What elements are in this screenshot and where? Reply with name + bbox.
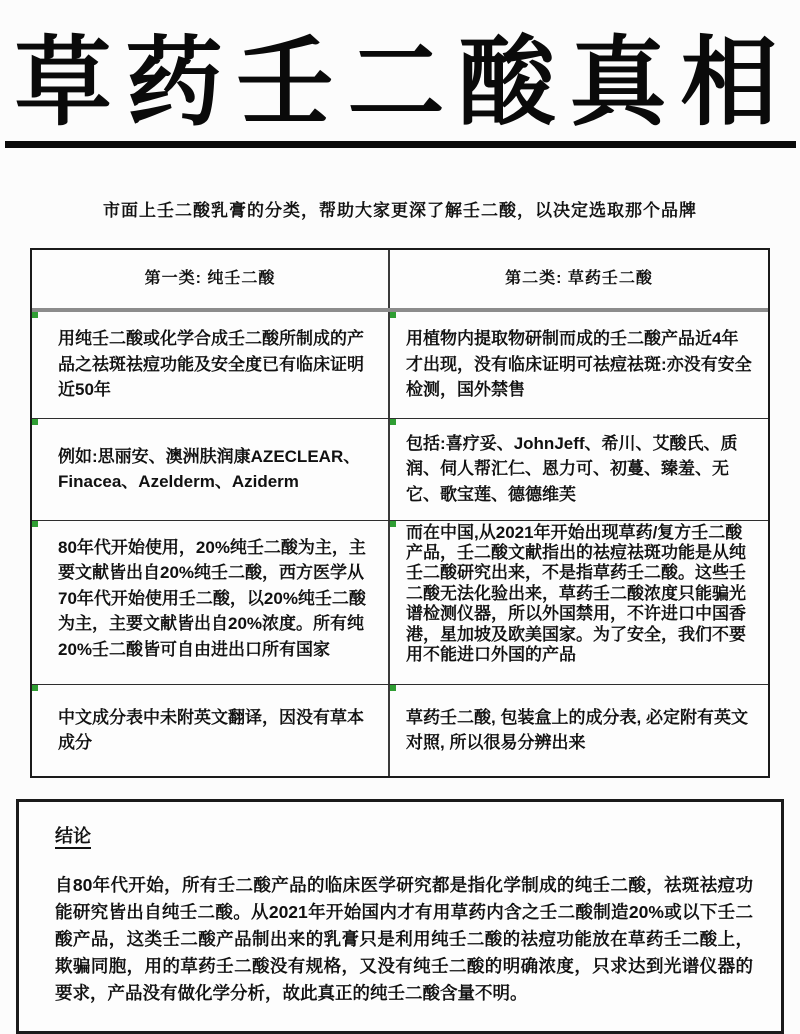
- table-row: [32, 684, 768, 776]
- cell-corner-marker: [390, 312, 396, 318]
- cell-text: 80年代开始使用，20%纯壬二酸为主，主要文献皆出自20%纯壬二酸，西方医学从70年代开始使用壬二酸，以20%纯壬二酸为主，主要文献皆出自20%浓度。所有纯20%壬二酸皆可自由进出口所有国家: [58, 537, 366, 659]
- cell-brand-examples-herbal: [388, 419, 768, 520]
- conclusion-body: 自80年代开始，所有壬二酸产品的临床医学研究都是指化学制成的纯壬二酸，祛斑祛痘功能研究皆出自纯壬二酸。从2021年开始国内才有用草药内含之壬二酸制造20%或以下壬二酸产品，这类壬二酸产品制出来的乳膏只是利用纯壬二酸的祛痘功能放在草药壬二酸上，欺骗同胞，用的草药壬二酸没有规格，又没有纯壬二酸的明确浓度，只求达到光谱仪器的要求，产品没有做化学分析，故此真正的纯壬二酸含量不明。: [55, 874, 753, 1004]
- cell-corner-marker: [32, 521, 38, 527]
- cell-brand-examples-pure: [32, 419, 388, 520]
- header-cell-pure-azelaic: 第一类: 纯壬二酸: [144, 269, 276, 287]
- table-row: [32, 418, 768, 520]
- cell-ingredient-label-pure: [32, 685, 388, 776]
- page-subtitle: 市面上壬二酸乳膏的分类，帮助大家更深了解壬二酸，以决定选取那个品牌: [103, 200, 697, 220]
- cell-corner-marker: [32, 685, 38, 691]
- cell-usage-history-pure: [32, 521, 388, 684]
- table-header-row: [32, 250, 768, 312]
- page-title: 草药壬二酸真相: [5, 30, 796, 148]
- cell-text: 包括:喜疗妥、JohnJeff、希川、艾酸氏、质润、伺人帮汇仁、恩力可、初蔓、臻羞、无它、歌宝莲、德德维芙: [406, 433, 738, 504]
- cell-ingredient-label-herbal: [388, 685, 768, 776]
- title-section: [0, 0, 800, 148]
- conclusion-heading: 结论: [55, 825, 91, 846]
- cell-clinical-history-herbal: [388, 312, 768, 418]
- cell-text: 用纯壬二酸或化学合成壬二酸所制成的产品之祛斑祛痘功能及安全度已有临床证明近50年: [58, 329, 364, 400]
- comparison-table: [30, 248, 770, 778]
- cell-corner-marker: [390, 419, 396, 425]
- cell-usage-history-herbal: [388, 521, 768, 684]
- cell-text: 中文成分表中未附英文翻译，因没有草本成分: [58, 707, 364, 753]
- header-cell-herbal-azelaic: 第二类: 草药壬二酸: [388, 250, 768, 308]
- cell-corner-marker: [32, 419, 38, 425]
- cell-corner-marker: [32, 312, 38, 318]
- cell-corner-marker: [390, 685, 396, 691]
- cell-text: 例如:思丽安、澳洲肤润康AZECLEAR、Finacea、Azelderm、Aziderm: [58, 446, 361, 492]
- cell-text: 用植物内提取物研制而成的壬二酸产品近4年才出现，没有临床证明可祛痘祛斑:亦没有安全检测，国外禁售: [406, 329, 752, 400]
- table-row: [32, 520, 768, 684]
- table-row: [32, 312, 768, 418]
- conclusion-box: [16, 799, 784, 1034]
- cell-text: 草药壬二酸, 包装盒上的成分表, 必定附有英文对照, 所以很易分辨出来: [406, 707, 748, 753]
- cell-corner-marker: [390, 521, 396, 527]
- cell-clinical-history-pure: [32, 312, 388, 418]
- cell-text: 而在中国,从2021年开始出现草药/复方壬二酸产品，壬二酸文献指出的祛痘祛斑功能是从纯壬二酸研究出来，不是指草药壬二酸。这些壬二酸无法化验出来，草药壬二酸浓度只能骗光谱检测仪器，所以外国禁用，不许进口中国香港，星加坡及欧美国家。为了安全，我们不要用不能进口外国的产品: [406, 522, 747, 665]
